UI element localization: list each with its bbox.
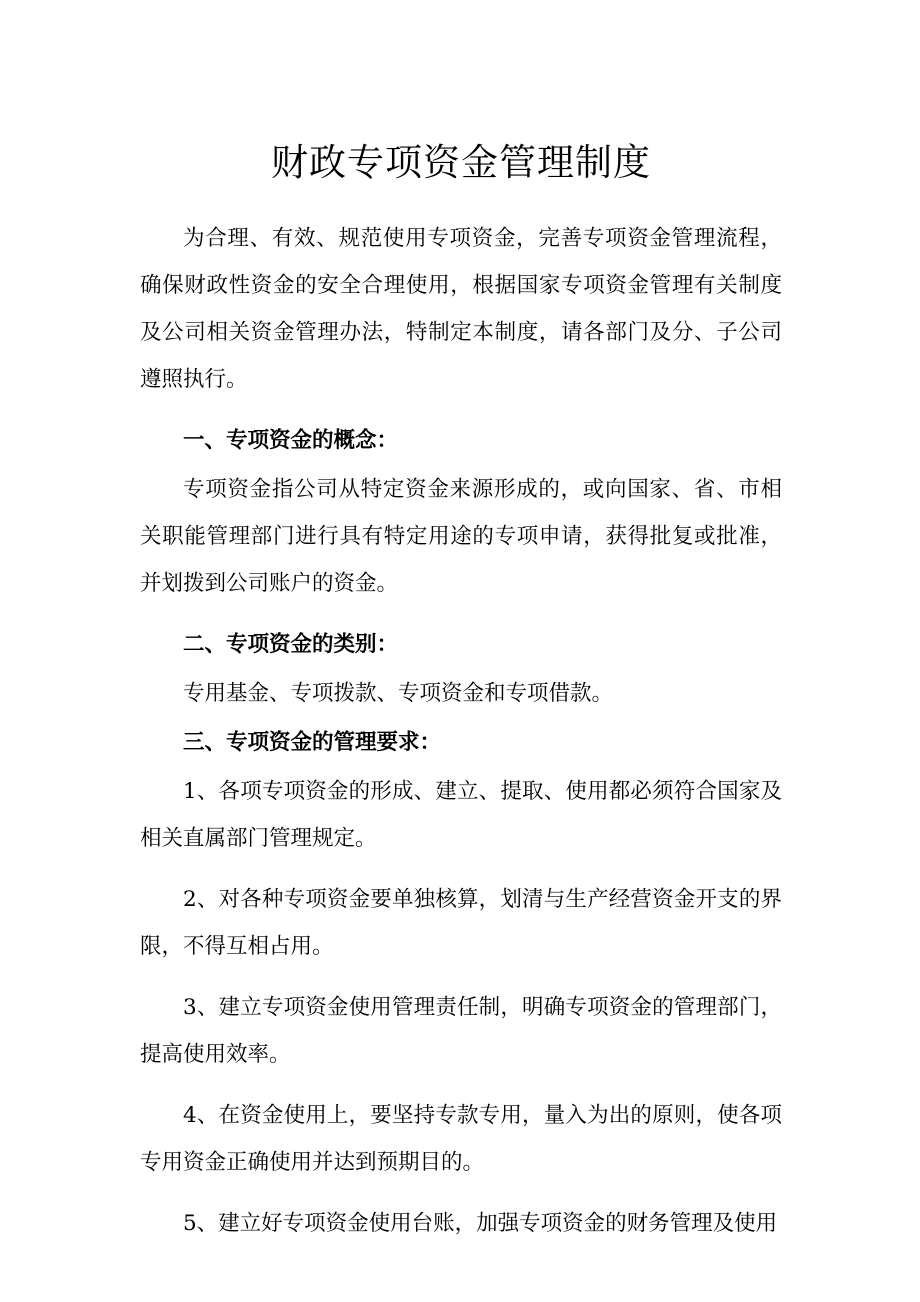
requirement-item-5: 5、建立好专项资金使用台账，加强专项资金的财务管理及使用 — [183, 1211, 778, 1236]
section-heading-concept: 一、专项资金的概念： — [183, 428, 399, 453]
section-heading-category: 二、专项资金的类别： — [183, 632, 399, 657]
requirement-item-2: 2、对各种专项资金要单独核算，划清与生产经营资金开支的界限，不得互相占用。 — [140, 887, 782, 959]
section-body-category: 专用基金、专项拨款、专项资金和专项借款。 — [183, 681, 614, 706]
section-heading-requirements: 三、专项资金的管理要求： — [183, 730, 442, 755]
requirement-item-4: 4、在资金使用上，要坚持专款专用，量入为出的原则，使各项专用资金正确使用并达到预期目的。 — [140, 1103, 782, 1175]
intro-paragraph: 为合理、有效、规范使用专项资金，完善专项资金管理流程，确保财政性资金的安全合理使用，根据国家专项资金管理有关制度及公司相关资金管理办法，特制定本制度，请各部门及分、子公司遵照执行。 — [140, 226, 782, 392]
requirement-item-3: 3、建立专项资金使用管理责任制，明确专项资金的管理部门，提高使用效率。 — [140, 995, 782, 1067]
document-title: 财政专项资金管理制度 — [271, 141, 651, 184]
section-body-concept: 专项资金指公司从特定资金来源形成的，或向国家、省、市相关职能管理部门进行具有特定用途的专项申请，获得批复或批准，并划拨到公司账户的资金。 — [140, 477, 782, 596]
requirement-item-1: 1、各项专项资金的形成、建立、提取、使用都必须符合国家及相关直属部门管理规定。 — [140, 779, 782, 851]
